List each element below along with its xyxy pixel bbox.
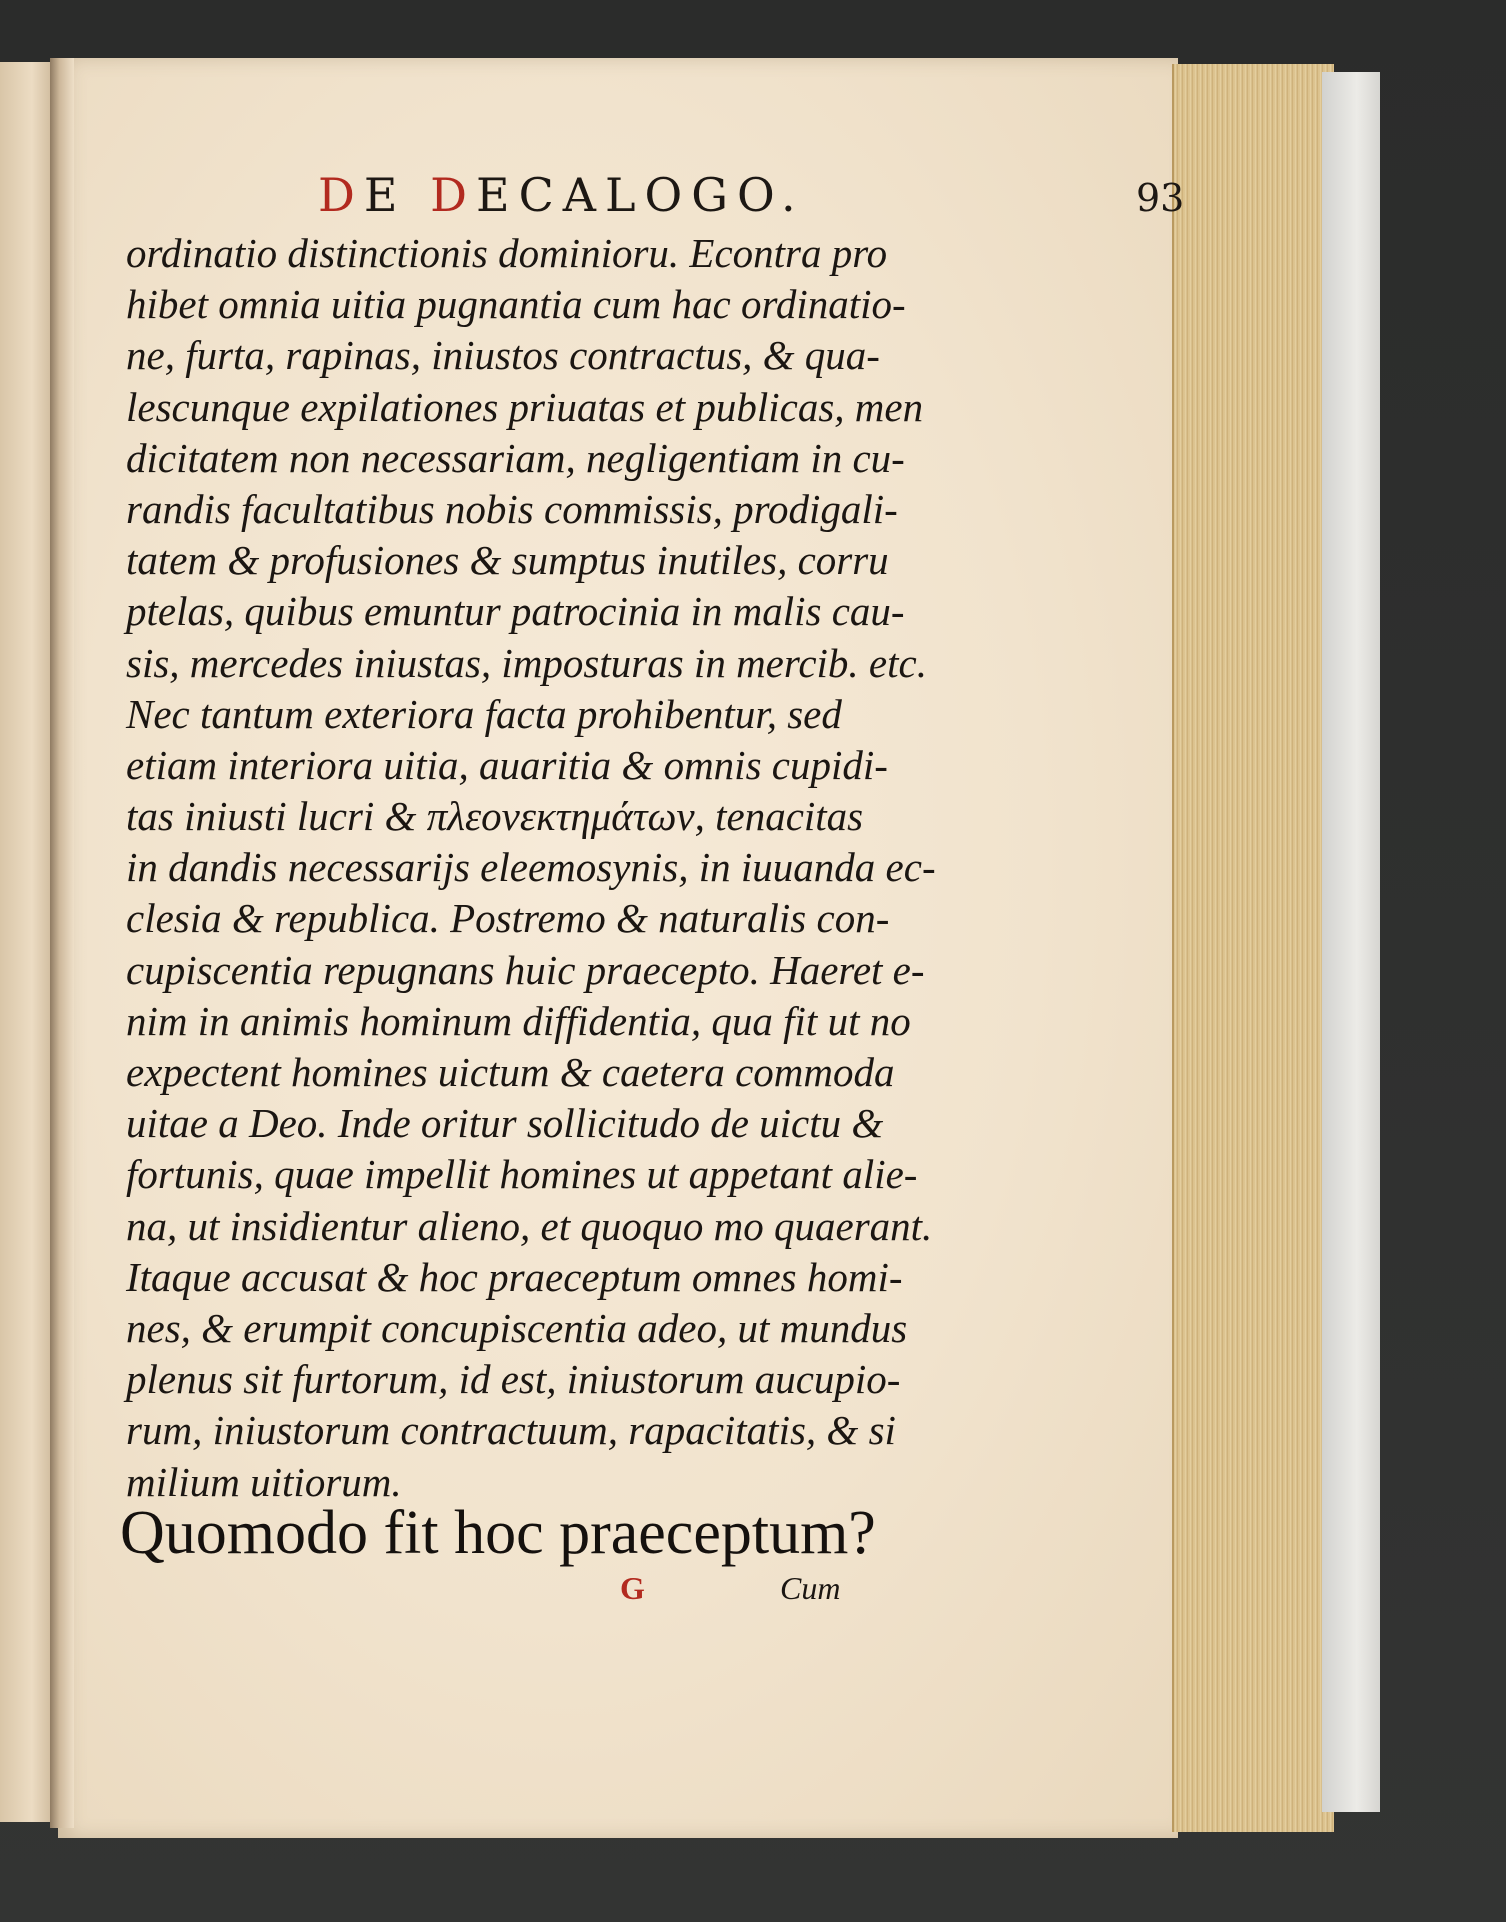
book-gutter xyxy=(50,58,74,1828)
page-number: 93 xyxy=(1136,176,1185,220)
text-line: Itaque accusat & hoc praeceptum omnes homi- xyxy=(126,1253,903,1300)
running-header xyxy=(318,168,1185,228)
text-line: clesia & republica. Postremo & naturalis con- xyxy=(126,895,890,942)
title-part-2: ECALOGO. xyxy=(475,168,805,222)
running-title xyxy=(318,168,805,222)
catchword: Cum xyxy=(780,1570,841,1606)
text-line: dicitatem non necessariam, negligentiam in cu- xyxy=(126,434,905,481)
page-stack-edge xyxy=(1172,64,1334,1832)
red-initial-d: D xyxy=(318,168,364,222)
text-line: sis, mercedes iniustas, imposturas in mercib. etc. xyxy=(126,639,927,686)
text-line: rum, iniustorum contractuum, rapacitatis, & si xyxy=(126,1407,896,1454)
text-line: uitae a Deo. Inde oritur sollicitudo de uictu & xyxy=(126,1100,884,1147)
text-line: ordinatio distinctionis dominioru. Econtra pro xyxy=(126,230,888,276)
text-line: etiam interiora uitia, auaritia & omnis cupidi- xyxy=(126,741,888,788)
text-line: expectent homines uictum & caetera commoda xyxy=(126,1049,895,1095)
text-line: na, ut insidientur alieno, et quoquo mo quaerant. xyxy=(126,1202,933,1249)
text-line: Nec tantum exteriora facta prohibentur, sed xyxy=(126,690,842,737)
question-heading: Quomodo fit hoc praeceptum? xyxy=(120,1499,876,1567)
text-line: fortunis, quae impellit homines ut appetant alie- xyxy=(126,1151,918,1198)
text-line: cupiscentia repugnans huic praecepto. Haeret e- xyxy=(126,946,925,993)
text-line: ptelas, quibus emuntur patrocinia in malis cau- xyxy=(126,588,905,635)
body-text-block xyxy=(126,228,936,1508)
grey-insert-sheet xyxy=(1322,72,1380,1812)
text-line: nes, & erumpit concupiscentia adeo, ut mundus xyxy=(126,1304,908,1351)
signature-mark: G xyxy=(620,1570,645,1606)
text-line: plenus sit furtorum, id est, iniustorum aucupio- xyxy=(126,1356,901,1403)
text-line: nim in animis hominum diffidentia, qua fit ut no xyxy=(126,997,911,1044)
title-part-1: E xyxy=(363,168,431,222)
text-line: hibet omnia uitia pugnantia cum hac ordinatio- xyxy=(126,281,906,328)
red-initial-d-2: D xyxy=(430,168,476,222)
text-line: tas iniusti lucri & πλεονεκτημάτων, tenacitas xyxy=(126,793,864,840)
text-line: ne, furta, rapinas, iniustos contractus, & qua- xyxy=(126,332,880,379)
text-line: tatem & profusiones & sumptus inutiles, corru xyxy=(126,537,889,584)
text-line: milium uitiorum. xyxy=(126,1458,402,1505)
text-line: randis facultatibus nobis commissis, prodigali- xyxy=(126,485,898,532)
text-line: in dandis necessarijs eleemosynis, in iuuanda ec- xyxy=(126,844,936,891)
text-line: lescunque expilationes priuatas et publicas, men xyxy=(126,383,924,430)
catchword-line xyxy=(620,1570,920,1620)
